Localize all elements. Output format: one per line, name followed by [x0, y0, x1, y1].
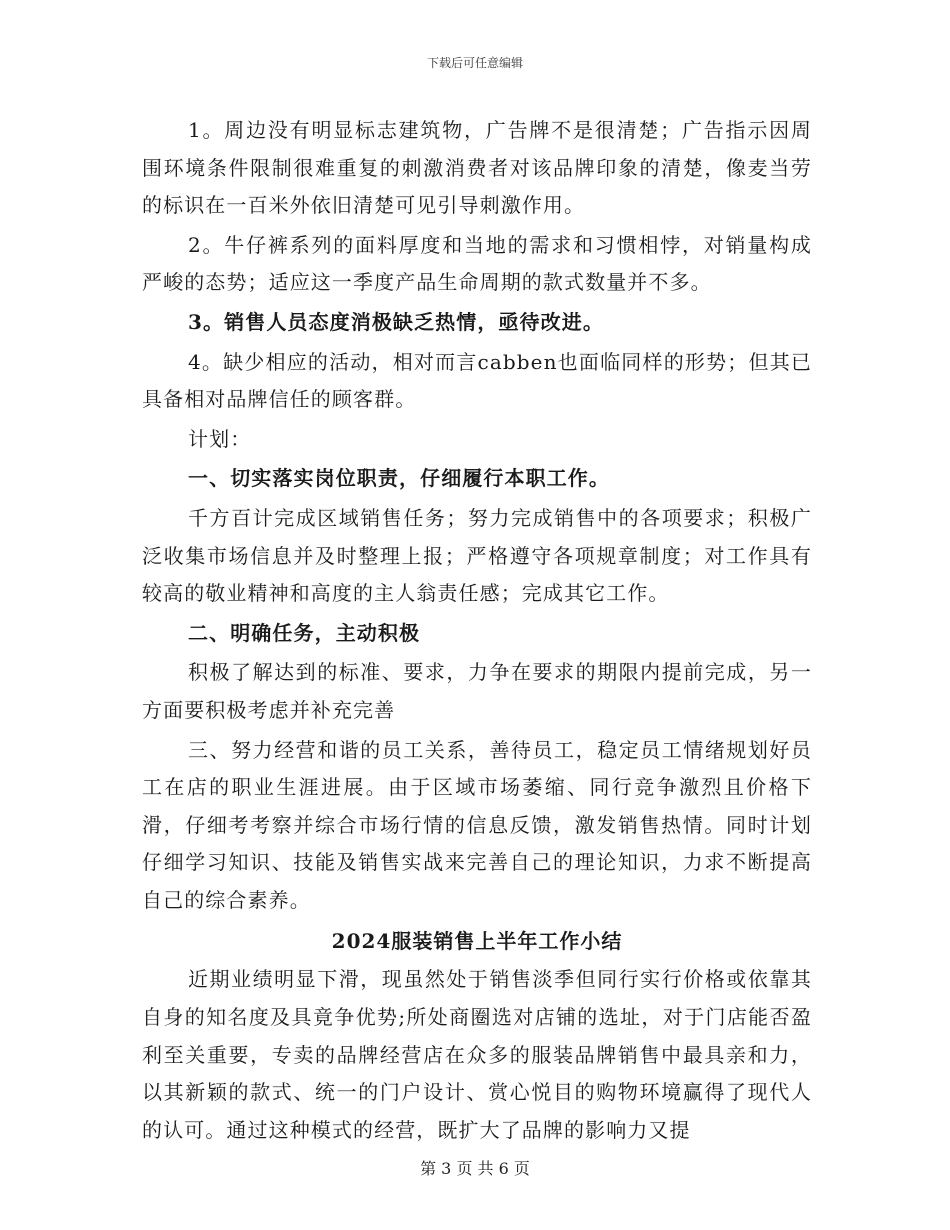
- paragraph-summary-1: 近期业绩明显下滑，现虽然处于销售淡季但同行实行价格或依靠其自身的知名度及具竟争优势;所处商圈选对店铺的选址，对于门店能否盈利至关重要，专卖的品牌经营店在众多的服装品牌销售中最具亲和力，以其新颖的款式、统一的门户设计、赏心悦目的购物环境赢得了现代人的认可。通过这种模式的经营，既扩大了品牌的影响力又提: [142, 967, 812, 1142]
- plan-heading-2: 二、明确任务，主动积极: [188, 620, 421, 645]
- section-title: 2024服装销售上半年工作小结: [331, 929, 623, 954]
- paragraph-issue-3: 3。销售人员态度消极缺乏热情，亟待改进。: [188, 309, 604, 334]
- page-footer: 第 3 页 共 6 页: [420, 1159, 530, 1178]
- paragraph-issue-2: 2。牛仔裤系列的面料厚度和当地的需求和习惯相悖，对销量构成严峻的态势；适应这一季度产品生命周期的款式数量并不多。: [142, 232, 812, 295]
- paragraph-plan-3: 三、努力经营和谐的员工关系，善待员工，稳定员工情绪规划好员工在店的职业生涯进展。由于区域市场萎缩、同行竞争激烈且价格下滑，仔细考考察并综合市场行情的信息反馈，激发销售热情。同时计划仔细学习知识、技能及销售实战来完善自己的理论知识，力求不断提高自己的综合素养。: [142, 737, 812, 912]
- paragraph-issue-4: 4。缺少相应的活动，相对而言cabben也面临同样的形势；但其已具备相对品牌信任的顾客群。: [142, 349, 812, 412]
- paragraph-issue-1: 1。周边没有明显标志建筑物，广告牌不是很清楚；广告指示因周围环境条件限制很难重复的刺激消费者对该品牌印象的清楚，像麦当劳的标识在一百米外依旧清楚可见引导刺激作用。: [142, 118, 812, 218]
- document-body: [142, 112, 812, 1151]
- paragraph-plan-2: 积极了解达到的标准、要求，力争在要求的期限内提前完成，另一方面要积极考虑并补充完善: [142, 660, 812, 722]
- page-header: 下载后可任意编辑: [426, 56, 523, 70]
- plan-heading-1: 一、切实落实岗位职责，仔细履行本职工作。: [188, 466, 610, 491]
- paragraph-plan-1: 千方百计完成区域销售任务；努力完成销售中的各项要求；积极广泛收集市场信息并及时整理上报；严格遵守各项规章制度；对工作具有较高的敬业精神和高度的主人翁责任感；完成其它工作。: [142, 505, 812, 606]
- paragraph-plan-label: 计划：: [188, 426, 252, 451]
